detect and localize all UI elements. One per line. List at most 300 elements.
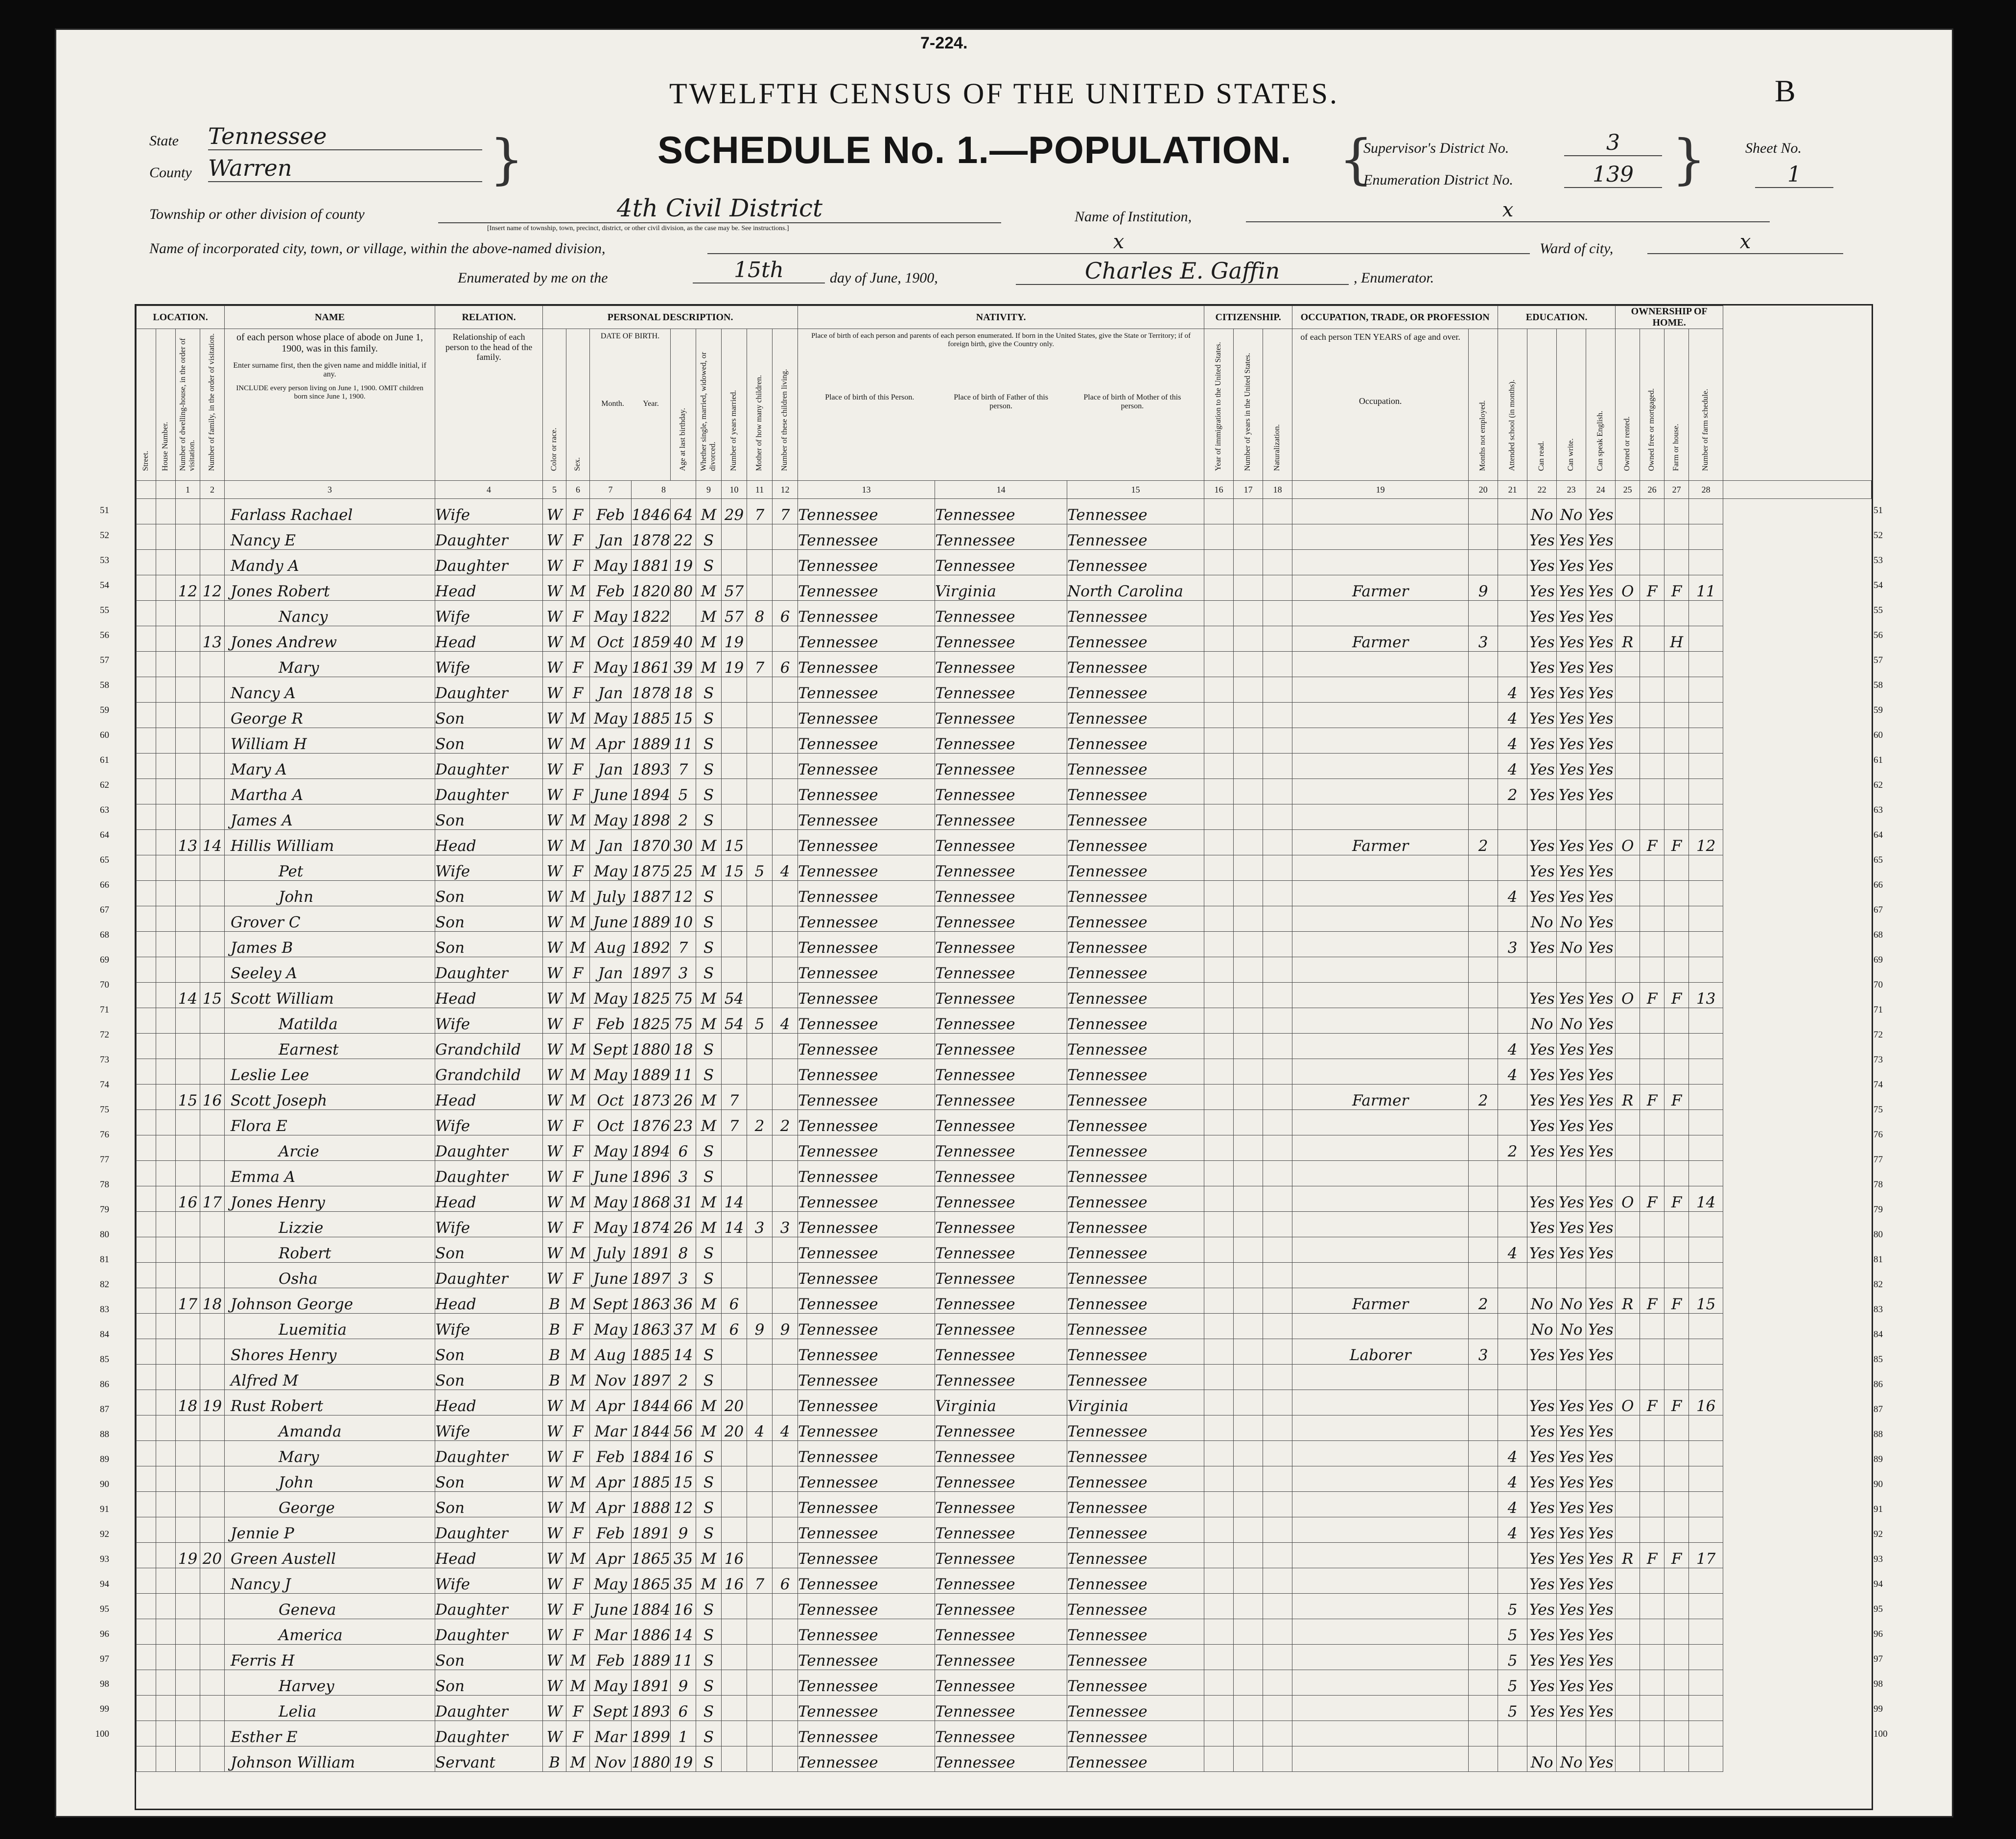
table-row [137,1339,1872,1365]
enumeration-label: Enumeration District No. [1363,172,1513,188]
dwelling-cell [176,1721,200,1746]
birthplace-cell: Tennessee [798,524,935,550]
school-months-cell: 5 [1498,1696,1527,1721]
ward-value: x [1647,231,1843,254]
relation-cell: Daughter [435,1135,543,1161]
sex-cell: M [566,728,590,754]
naturalization-cell [1263,626,1292,652]
table-row [137,1594,1872,1619]
can-write-cell: No [1557,499,1586,524]
occupation-cell: Farmer [1292,626,1469,652]
can-write-cell: Yes [1557,575,1586,601]
school-months-cell [1498,601,1527,626]
column-number: 1 [176,481,200,499]
age-cell: 22 [671,524,696,550]
naturalization-cell [1263,703,1292,728]
line-number: 80 [100,1229,109,1240]
immigration-cell [1204,499,1234,524]
birthplace-cell: Tennessee [798,1212,935,1237]
owned-rented-cell [1616,881,1640,906]
can-read-cell: Yes [1527,1390,1557,1415]
line-number: 58 [1874,680,1883,690]
farm-schedule-cell: 16 [1689,1390,1723,1415]
line-number: 63 [100,805,109,815]
free-mortgaged-cell [1640,1441,1664,1466]
children-living-cell [773,626,798,652]
birthplace-cell: Tennessee [798,1339,935,1365]
birth-year-cell: 1876 [632,1110,671,1135]
mother-of-cell [747,1466,773,1492]
birth-month-cell: June [590,906,632,932]
months-not-employed-cell [1469,1746,1498,1772]
naturalization-cell [1263,550,1292,575]
sex-cell: M [566,906,590,932]
children-living-cell [773,1594,798,1619]
mother-of-cell [747,626,773,652]
relation-cell: Head [435,1186,543,1212]
immigration-cell [1204,1721,1234,1746]
naturalization-cell [1263,1314,1292,1339]
line-number: 70 [100,980,109,990]
farm-house-cell [1664,1696,1689,1721]
line-number: 77 [1874,1155,1883,1165]
months-not-employed-cell [1469,1696,1498,1721]
sheet-no-label: Sheet No. [1745,140,1802,156]
can-read-cell: Yes [1527,830,1557,855]
owned-rented-cell [1616,1339,1640,1365]
naturalization-cell [1263,1517,1292,1543]
years-married-cell: 54 [722,983,747,1008]
table-row [137,1441,1872,1466]
years-in-us-cell [1234,983,1263,1008]
birth-month-cell: Jan [590,524,632,550]
color-cell: W [543,1619,566,1645]
color-cell: W [543,1263,566,1288]
school-months-cell [1498,1085,1527,1110]
owned-rented-cell [1616,1594,1640,1619]
line-number: 92 [100,1529,109,1539]
years-in-us-cell [1234,1161,1263,1186]
color-cell: W [543,1085,566,1110]
age-cell: 7 [671,754,696,779]
years-married-cell [722,1161,747,1186]
mother-birthplace-cell: Tennessee [1067,1619,1204,1645]
occupation-cell [1292,1110,1469,1135]
table-row [137,1645,1872,1670]
house-number-cell [156,932,176,957]
owned-rented-cell [1616,1441,1640,1466]
birth-year-cell: 1868 [632,1186,671,1212]
immigration-cell [1204,601,1234,626]
farm-house-cell [1664,1670,1689,1696]
birth-year-cell: 1889 [632,1645,671,1670]
house-number-cell [156,855,176,881]
marital-cell: S [696,1492,722,1517]
family-cell [200,677,225,703]
years-married-cell [722,1696,747,1721]
color-cell: W [543,1237,566,1263]
birth-month-cell: Sept [590,1034,632,1059]
speaks-english-cell: Yes [1586,1517,1616,1543]
farm-schedule-cell: 11 [1689,575,1723,601]
birth-month-cell: Feb [590,1008,632,1034]
mother-of-cell [747,703,773,728]
children-living-cell [773,1543,798,1568]
years-in-us-cell [1234,1594,1263,1619]
dwelling-cell [176,1237,200,1263]
color-cell: W [543,1466,566,1492]
line-number: 63 [1874,805,1883,815]
birth-year-cell: 1820 [632,575,671,601]
speaks-english-cell: Yes [1586,1568,1616,1594]
farm-house-cell [1664,1339,1689,1365]
birth-year-cell: 1884 [632,1594,671,1619]
naturalization-cell [1263,1415,1292,1441]
dwelling-cell: 17 [176,1288,200,1314]
school-months-cell: 4 [1498,1059,1527,1085]
sex-cell: M [566,1543,590,1568]
farm-house-cell: H [1664,626,1689,652]
family-cell [200,1415,225,1441]
naturalization-cell [1263,1110,1292,1135]
dwelling-cell [176,855,200,881]
dwelling-cell [176,1110,200,1135]
father-birthplace-cell: Tennessee [935,754,1067,779]
children-living-cell [773,1263,798,1288]
col-age: Age at last birthday. [671,329,696,481]
house-number-cell [156,1314,176,1339]
months-not-employed-cell [1469,601,1498,626]
color-cell: W [543,1670,566,1696]
marital-cell: S [696,957,722,983]
age-cell [671,601,696,626]
farm-schedule-cell [1689,1492,1723,1517]
speaks-english-cell: Yes [1586,855,1616,881]
free-mortgaged-cell [1640,703,1664,728]
owned-rented-cell [1616,779,1640,804]
birth-month-cell: May [590,804,632,830]
col-farm-schedule: Number of farm schedule. [1689,329,1723,481]
relation-cell: Son [435,932,543,957]
speaks-english-cell: Yes [1586,626,1616,652]
naturalization-cell [1263,881,1292,906]
mother-birthplace-cell: Tennessee [1067,626,1204,652]
name-cell: Mary [225,652,435,677]
house-number-cell [156,1339,176,1365]
relation-cell: Wife [435,1415,543,1441]
color-cell: W [543,703,566,728]
owned-rented-cell [1616,1059,1640,1085]
column-number: 10 [722,481,747,499]
sex-cell: F [566,1594,590,1619]
mother-of-cell [747,677,773,703]
owned-rented-cell [1616,1645,1640,1670]
birth-year-cell: 1889 [632,906,671,932]
owned-rented-cell [1616,1466,1640,1492]
naturalization-cell [1263,1721,1292,1746]
mother-birthplace-cell: Tennessee [1067,1721,1204,1746]
can-read-cell: Yes [1527,1543,1557,1568]
owned-rented-cell [1616,1517,1640,1543]
sex-cell: F [566,1441,590,1466]
mother-of-cell: 5 [747,1008,773,1034]
years-in-us-cell [1234,957,1263,983]
mother-of-cell [747,1543,773,1568]
father-birthplace-cell: Virginia [935,575,1067,601]
column-number: 15 [1067,481,1204,499]
col-sex: Sex. [566,329,590,481]
occupation-cell [1292,601,1469,626]
naturalization-cell [1263,499,1292,524]
birth-year-cell: 1885 [632,1466,671,1492]
can-write-cell: Yes [1557,626,1586,652]
table-row [137,1568,1872,1594]
table-row [137,652,1872,677]
occupation-cell: Farmer [1292,830,1469,855]
can-write-cell: Yes [1557,983,1586,1008]
speaks-english-cell [1586,804,1616,830]
age-cell: 39 [671,652,696,677]
years-married-cell: 57 [722,575,747,601]
owned-rented-cell [1616,1670,1640,1696]
father-birthplace-cell: Tennessee [935,1517,1067,1543]
birthplace-cell: Tennessee [798,830,935,855]
birth-month-cell: Apr [590,1390,632,1415]
birthplace-cell: Tennessee [798,728,935,754]
relation-cell: Wife [435,1110,543,1135]
house-number-cell [156,1212,176,1237]
col-month-label: Month. [601,400,624,408]
school-months-cell: 5 [1498,1619,1527,1645]
free-mortgaged-cell [1640,626,1664,652]
birthplace-cell: Tennessee [798,881,935,906]
speaks-english-cell: Yes [1586,1696,1616,1721]
can-write-cell [1557,957,1586,983]
owned-rented-cell [1616,754,1640,779]
age-cell: 35 [671,1568,696,1594]
months-not-employed-cell [1469,1517,1498,1543]
father-birthplace-cell: Tennessee [935,1466,1067,1492]
years-in-us-cell [1234,499,1263,524]
years-in-us-cell [1234,728,1263,754]
speaks-english-cell: Yes [1586,550,1616,575]
mother-birthplace-cell: Tennessee [1067,881,1204,906]
birth-year-cell: 1825 [632,983,671,1008]
family-cell [200,499,225,524]
birthplace-cell: Tennessee [798,779,935,804]
farm-schedule-cell [1689,1008,1723,1034]
column-number: 6 [566,481,590,499]
family-cell [200,1110,225,1135]
can-write-cell: Yes [1557,550,1586,575]
column-number: 18 [1263,481,1292,499]
farm-schedule-cell [1689,1161,1723,1186]
family-cell [200,1466,225,1492]
birthplace-cell: Tennessee [798,703,935,728]
speaks-english-cell: Yes [1586,1085,1616,1110]
mother-birthplace-cell: Tennessee [1067,1237,1204,1263]
years-in-us-cell [1234,1263,1263,1288]
institution-label: Name of Institution, [1075,209,1192,225]
line-number: 81 [100,1254,109,1265]
mother-birthplace-cell: Tennessee [1067,1161,1204,1186]
months-not-employed-cell: 2 [1469,1288,1498,1314]
birth-month-cell: Jan [590,754,632,779]
years-married-cell [722,524,747,550]
sex-cell: M [566,1339,590,1365]
farm-house-cell: F [1664,1288,1689,1314]
mother-birthplace-cell: Tennessee [1067,1696,1204,1721]
birth-year-cell: 1865 [632,1543,671,1568]
children-living-cell: 6 [773,652,798,677]
mother-of-cell [747,728,773,754]
table-row [137,1696,1872,1721]
farm-house-cell: F [1664,1186,1689,1212]
color-cell: W [543,1034,566,1059]
months-not-employed-cell [1469,1721,1498,1746]
age-cell: 9 [671,1670,696,1696]
street-cell [137,1415,156,1441]
years-in-us-cell [1234,779,1263,804]
farm-house-cell [1664,677,1689,703]
house-number-cell [156,550,176,575]
owned-rented-cell [1616,1110,1640,1135]
marital-cell: M [696,1110,722,1135]
can-read-cell: Yes [1527,1517,1557,1543]
mother-of-cell [747,779,773,804]
family-cell [200,1619,225,1645]
column-number: 19 [1292,481,1469,499]
birth-year-cell: 1881 [632,550,671,575]
street-cell [137,932,156,957]
dwelling-cell: 16 [176,1186,200,1212]
marital-cell: S [696,1645,722,1670]
house-number-cell [156,1365,176,1390]
school-months-cell: 4 [1498,1466,1527,1492]
birth-month-cell: Apr [590,1492,632,1517]
father-birthplace-cell: Tennessee [935,804,1067,830]
farm-schedule-cell [1689,1441,1723,1466]
color-cell: W [543,677,566,703]
line-number: 59 [100,705,109,715]
table-row [137,1415,1872,1441]
immigration-cell [1204,1594,1234,1619]
owned-rented-cell [1616,1237,1640,1263]
table-row [137,1466,1872,1492]
farm-schedule-cell [1689,626,1723,652]
age-cell: 64 [671,499,696,524]
years-in-us-cell [1234,1721,1263,1746]
immigration-cell [1204,652,1234,677]
speaks-english-cell: Yes [1586,524,1616,550]
street-cell [137,626,156,652]
mother-of-cell [747,1085,773,1110]
birth-month-cell: Nov [590,1365,632,1390]
months-not-employed-cell [1469,1110,1498,1135]
immigration-cell [1204,1110,1234,1135]
dwelling-cell [176,550,200,575]
mother-of-cell: 7 [747,652,773,677]
can-write-cell: Yes [1557,1594,1586,1619]
farm-schedule-cell [1689,1746,1723,1772]
relation-cell: Son [435,1339,543,1365]
birth-year-cell: 1896 [632,1161,671,1186]
family-cell [200,1135,225,1161]
dwelling-cell [176,728,200,754]
col-years-in-us: Number of years in the United States. [1234,329,1263,481]
street-cell [137,1110,156,1135]
occupation-cell: Farmer [1292,575,1469,601]
school-months-cell [1498,1746,1527,1772]
group-personal: PERSONAL DESCRIPTION. [543,306,798,329]
mother-of-cell: 9 [747,1314,773,1339]
birth-year-cell: 1870 [632,830,671,855]
marital-cell: S [696,1594,722,1619]
owned-rented-cell [1616,1263,1640,1288]
name-cell: Nancy [225,601,435,626]
line-number: 73 [100,1055,109,1065]
farm-schedule-cell [1689,957,1723,983]
owned-rented-cell [1616,1721,1640,1746]
mother-birthplace-cell: Tennessee [1067,550,1204,575]
line-number: 90 [1874,1479,1883,1489]
free-mortgaged-cell: F [1640,1085,1664,1110]
free-mortgaged-cell [1640,1263,1664,1288]
school-months-cell [1498,1110,1527,1135]
mother-of-cell: 7 [747,1568,773,1594]
street-cell [137,1339,156,1365]
family-cell [200,1314,225,1339]
owned-rented-cell [1616,957,1640,983]
col-name: of each person whose place of abode on June 1, 1900, was in this family. Enter surname first, then the given name and middle initial, if any. INCLUDE every person living on June 1, 1900. OMIT children born since June 1, 1900. [225,329,435,481]
birth-month-cell: Oct [590,626,632,652]
name-cell: Rust Robert [225,1390,435,1415]
school-months-cell: 4 [1498,728,1527,754]
owned-rented-cell [1616,703,1640,728]
immigration-cell [1204,1517,1234,1543]
years-in-us-cell [1234,1645,1263,1670]
father-birthplace-cell: Tennessee [935,1186,1067,1212]
column-number: 16 [1204,481,1234,499]
mother-birthplace-cell: Tennessee [1067,754,1204,779]
relation-cell: Daughter [435,1594,543,1619]
age-cell: 12 [671,881,696,906]
birth-year-cell: 1897 [632,1365,671,1390]
table-row [137,1085,1872,1110]
col-children-living: Number of these children living. [773,329,798,481]
birthplace-cell: Tennessee [798,1161,935,1186]
can-write-cell: Yes [1557,1568,1586,1594]
years-married-cell [722,1135,747,1161]
marital-cell: M [696,1568,722,1594]
street-cell [137,983,156,1008]
age-cell: 12 [671,1492,696,1517]
line-number: 57 [100,655,109,665]
age-cell: 37 [671,1314,696,1339]
name-cell: Flora E [225,1110,435,1135]
occupation-cell [1292,1492,1469,1517]
years-in-us-cell [1234,830,1263,855]
birth-month-cell: Aug [590,932,632,957]
free-mortgaged-cell [1640,881,1664,906]
mother-birthplace-cell: Tennessee [1067,1543,1204,1568]
farm-house-cell [1664,1161,1689,1186]
column-number: 25 [1616,481,1640,499]
relation-cell: Wife [435,652,543,677]
naturalization-cell [1263,1161,1292,1186]
dwelling-cell [176,1263,200,1288]
brace-right-close: } [1672,128,1706,190]
